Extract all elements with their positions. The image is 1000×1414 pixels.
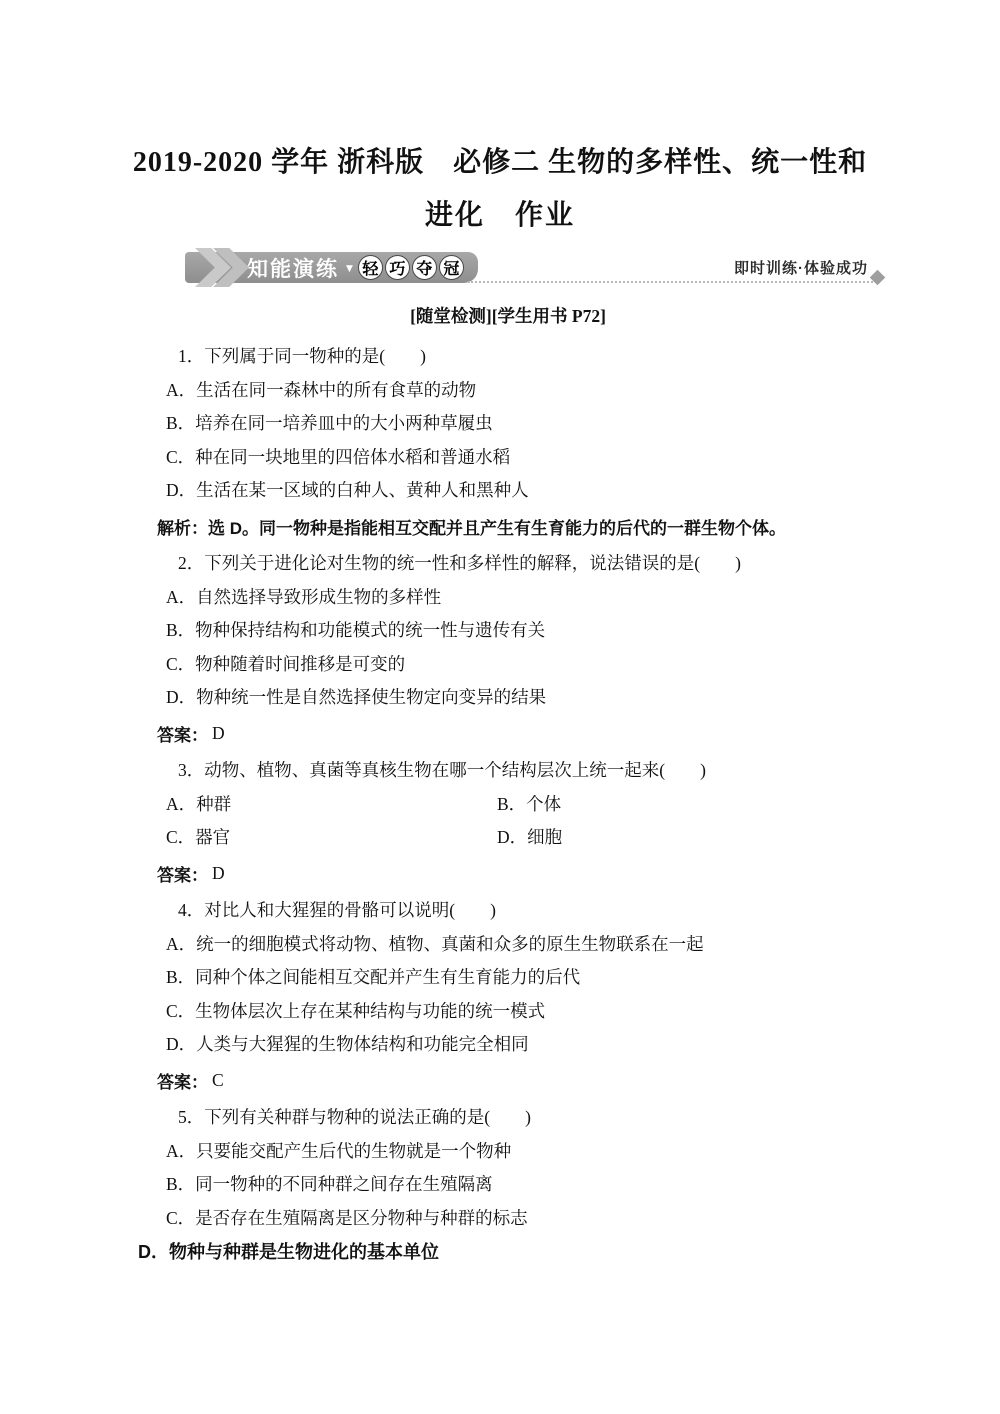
question-3-options-row-2 bbox=[150, 820, 866, 854]
question-3-option-a: A．种群 bbox=[166, 793, 232, 814]
question-4-option-a: A．统一的细胞模式将动物、植物、真菌和众多的原生生物联系在一起 bbox=[166, 933, 704, 954]
answer-value: C bbox=[212, 1069, 224, 1090]
section-header: [随堂检测][学生用书 P72] bbox=[410, 306, 606, 326]
analysis-label: 解析： bbox=[157, 518, 208, 538]
answer-label: 答案： bbox=[157, 1072, 208, 1092]
question-4-stem: 4．对比人和大猩猩的骨骼可以说明( ) bbox=[178, 900, 496, 921]
question-2-option-b: B．物种保持结构和功能模式的统一性与遗传有关 bbox=[166, 620, 546, 641]
question-5-option-b: B．同一物种的不同种群之间存在生殖隔离 bbox=[166, 1174, 493, 1195]
question-5-stem: 5．下列有关种群与物种的说法正确的是( ) bbox=[178, 1107, 531, 1128]
question-body bbox=[138, 339, 866, 1268]
question-1-option-d: D．生活在某一区域的白种人、黄种人和黑种人 bbox=[166, 480, 529, 501]
question-3-option-b: B．个体 bbox=[497, 793, 562, 814]
banner-circle-char-4: 冠 bbox=[439, 255, 464, 280]
question-3-option-d: D．细胞 bbox=[497, 827, 563, 848]
banner-circle-char-1: 轻 bbox=[358, 255, 383, 280]
question-1-option-c: C．种在同一块地里的四倍体水稻和普通水稻 bbox=[166, 446, 511, 467]
page-title-line-2: 进化 作业 bbox=[424, 200, 575, 231]
question-2-answer bbox=[150, 717, 866, 751]
page-title-line-1: 2019-2020 学年 浙科版 必修二 生物的多样性、统一性和 bbox=[132, 147, 868, 178]
down-triangle-icon: ▼ bbox=[346, 263, 353, 274]
question-4-answer bbox=[150, 1064, 866, 1098]
banner-right-label: 即时训练·体验成功 bbox=[734, 260, 868, 277]
question-1-analysis bbox=[150, 510, 866, 544]
question-4-option-b: B．同种个体之间能相互交配并产生有生育能力的后代 bbox=[166, 967, 581, 988]
question-2-option-a: A．自然选择导致形成生物的多样性 bbox=[166, 586, 442, 607]
question-5-option-d: D．物种与种群是生物进化的基本单位 bbox=[138, 1241, 439, 1262]
question-3-stem: 3．动物、植物、真菌等真核生物在哪一个结构层次上统一起来( ) bbox=[178, 760, 706, 781]
answer-value: D bbox=[212, 722, 225, 743]
question-2-stem: 2．下列关于进化论对生物的统一性和多样性的解释，说法错误的是( ) bbox=[178, 553, 741, 574]
banner-bar bbox=[185, 252, 478, 283]
question-1-stem: 1．下列属于同一物种的是( ) bbox=[178, 346, 426, 367]
question-3-option-c: C．器官 bbox=[166, 827, 231, 848]
question-1-option-a: A．生活在同一森林中的所有食草的动物 bbox=[166, 379, 477, 400]
question-3-options-row-1 bbox=[150, 787, 866, 821]
question-2-option-d: D．物种统一性是自然选择使生物定向变异的结果 bbox=[166, 687, 547, 708]
question-2-option-c: C．物种随着时间推移是可变的 bbox=[166, 653, 406, 674]
banner-left-label: 知能演练 bbox=[247, 257, 339, 281]
dotted-divider bbox=[468, 281, 880, 283]
answer-label: 答案： bbox=[157, 865, 208, 885]
double-chevron-icon bbox=[187, 248, 257, 287]
question-4-option-d: D．人类与大猩猩的生物体结构和功能完全相同 bbox=[166, 1034, 529, 1055]
banner-circle-char-3: 夺 bbox=[412, 255, 437, 280]
question-5-option-a: A．只要能交配产生后代的生物就是一个物种 bbox=[166, 1140, 512, 1161]
answer-value: D bbox=[212, 862, 225, 883]
question-5-option-c: C．是否存在生殖隔离是区分物种与种群的标志 bbox=[166, 1207, 528, 1228]
banner-circle-char-2: 巧 bbox=[385, 255, 410, 280]
page-title bbox=[0, 148, 1000, 230]
analysis-text: 选 D。同一物种是指能相互交配并且产生有生育能力的后代的一群生物个体。 bbox=[208, 518, 786, 538]
question-3-answer bbox=[150, 857, 866, 891]
answer-label: 答案： bbox=[157, 725, 208, 745]
question-4-option-c: C．生物体层次上存在某种结构与功能的统一模式 bbox=[166, 1000, 546, 1021]
question-1-option-b: B．培养在同一培养皿中的大小两种草履虫 bbox=[166, 413, 493, 434]
